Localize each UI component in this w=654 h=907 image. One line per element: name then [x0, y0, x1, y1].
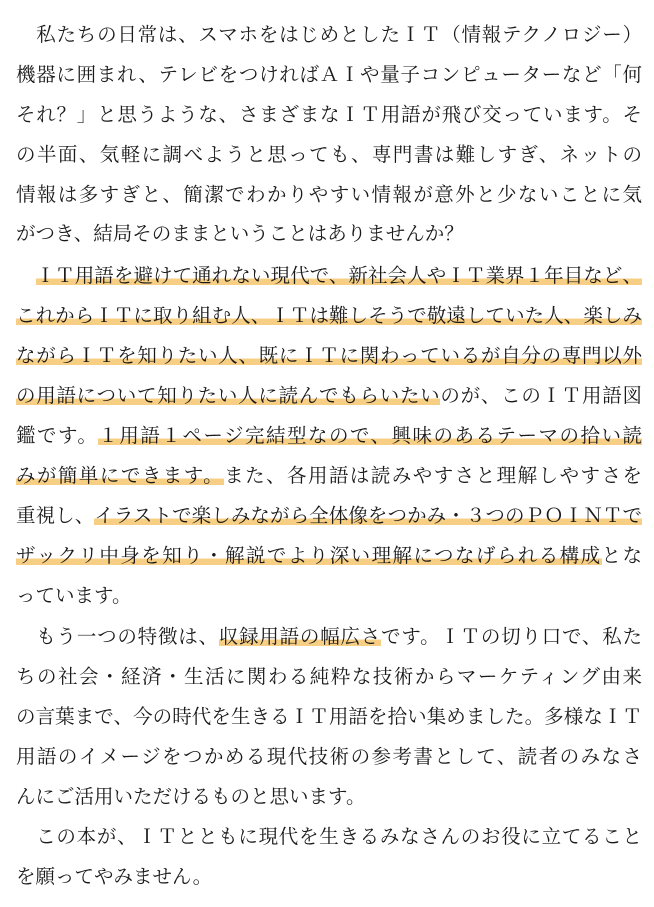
text-segment: 機器に囲まれ、テレビをつければＡＩや量子コンピューターなど「何: [16, 63, 642, 86]
text-line: [16, 702, 642, 732]
highlighted-text: 収録用語の幅広さ: [218, 625, 382, 648]
text-line: [16, 341, 642, 371]
text-line: [16, 219, 642, 249]
text-line: [16, 622, 642, 652]
text-segment: また、各用語は読みやすさと理解しやすさを: [224, 464, 642, 487]
text-segment: この本が、ＩＴとともに現代を生きるみなさんのお役に立てること: [16, 825, 642, 848]
text-line: [16, 822, 642, 852]
highlighted-text: イラストで楽しみながら全体像をつかみ・３つのＰＯＩＮＴで: [94, 504, 642, 527]
text-line: [16, 60, 642, 90]
text-segment: 私たちの日常は、スマホをはじめとしたＩＴ（情報テクノロジー）: [16, 23, 642, 46]
highlighted-text: １用語１ページ完結型なので、興味のあるテーマの拾い読: [98, 424, 642, 447]
highlighted-text: ながらＩＴを知りたい人、既にＩＴに関わっているが自分の専門以外: [16, 344, 642, 367]
text-segment: を願ってやみません。: [16, 865, 213, 888]
text-segment: んにご活用いただけるものと思います。: [16, 785, 366, 808]
text-segment: それ？」と思うような、さまざまなＩＴ用語が飛び交っています。そ: [16, 103, 642, 126]
text-segment: とな: [601, 544, 642, 567]
text-segment: 重視し、: [16, 504, 95, 527]
text-line: [16, 100, 642, 130]
text-segment: もう一つの特徴は、: [16, 625, 219, 648]
highlighted-text: ＩＴ用語を避けて通れない現代で、新社会人やＩＴ業界１年目など、: [35, 264, 642, 287]
text-line: [16, 140, 642, 170]
text-segment: ちの社会・経済・生活に関わる純粋な技術からマーケティング由来: [16, 665, 642, 688]
text-segment: 鑑です。: [16, 424, 99, 447]
text-segment: っています。: [16, 584, 132, 607]
text-line: [16, 541, 642, 571]
highlighted-text: ザックリ中身を知り・解説でより深い理解につなげられる構成: [16, 544, 602, 567]
text-line: [16, 862, 642, 892]
text-segment: の半面、気軽に調べようと思っても、専門書は難しすぎ、ネットの: [16, 143, 642, 166]
highlighted-text: これからＩＴに取り組む人、ＩＴは難しそうで敬遠していた人、楽しみ: [16, 304, 642, 327]
text-line: [16, 581, 642, 611]
highlighted-text: の用語について知りたい人に読んでもらいたい: [16, 384, 441, 407]
text-line: [16, 301, 642, 331]
text-line: [16, 180, 642, 210]
text-line: [16, 381, 642, 411]
text-segment: [16, 264, 36, 287]
text-line: [16, 421, 642, 451]
text-segment: 用語のイメージをつかめる現代技術の参考書として、読者のみなさ: [16, 745, 642, 768]
highlighted-text: みが簡単にできます。: [16, 464, 225, 487]
text-line: [16, 461, 642, 491]
text-segment: がつき、結局そのままということはありませんか？: [16, 222, 464, 245]
text-segment: の言葉まで、今の時代を生きるＩＴ用語を拾い集めました。多様なＩＴ: [16, 705, 642, 728]
text-line: [16, 782, 642, 812]
text-line: [16, 662, 642, 692]
text-line: [16, 20, 642, 50]
text-line: [16, 501, 642, 531]
text-segment: です。ＩＴの切り口で、私た: [381, 625, 642, 648]
text-segment: 情報は多すぎと、簡潔でわかりやすい情報が意外と少ないことに気: [16, 183, 642, 206]
text-line: [16, 261, 642, 291]
text-segment: のが、このＩＴ用語図: [440, 384, 642, 407]
text-line: [16, 742, 642, 772]
